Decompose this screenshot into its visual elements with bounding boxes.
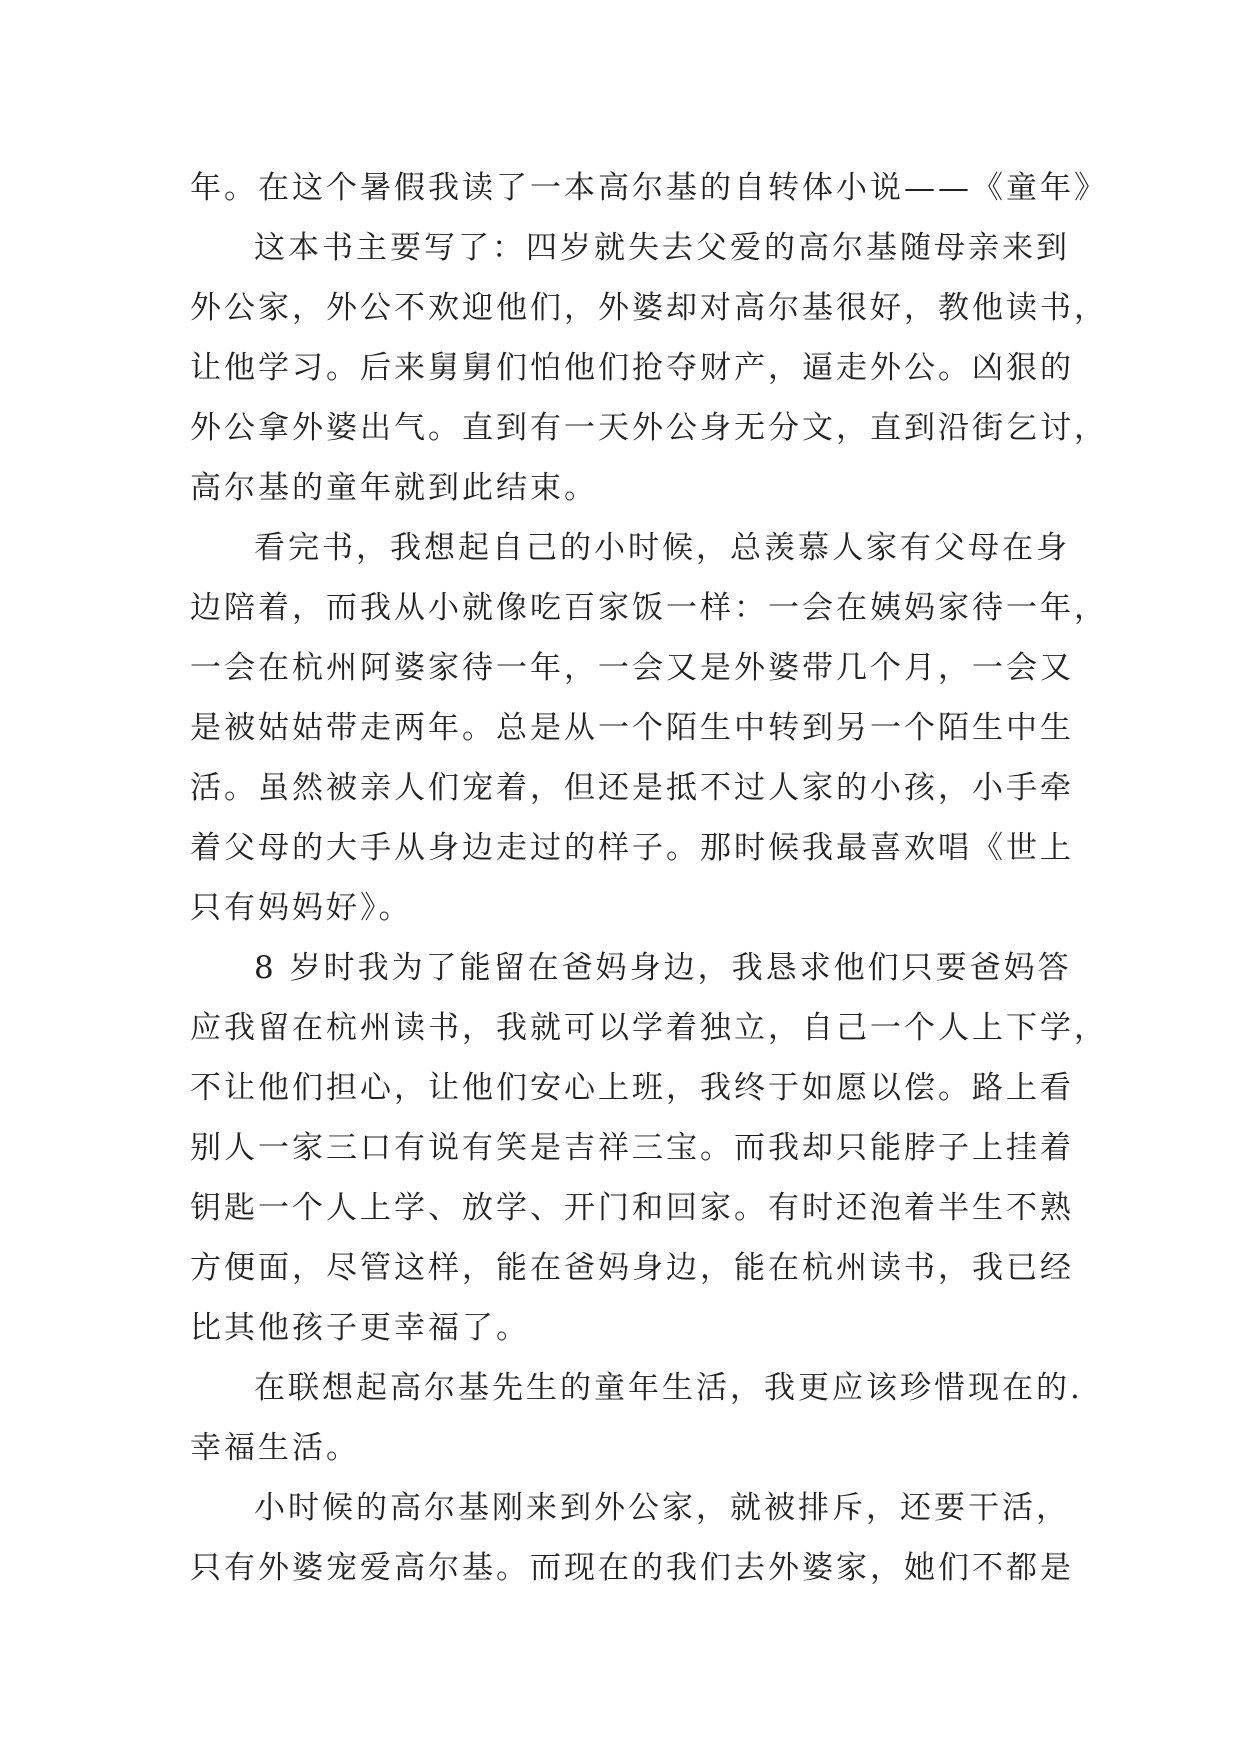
text-line: 看完书，我想起自己的小时候，总羡慕人家有父母在身 [254, 530, 1070, 566]
text-line: 幸福生活。 [190, 1430, 360, 1466]
text-line: 年。在这个暑假我读了一本高尔基的自转体小说——《童年》 [190, 170, 1108, 206]
text-line: 外公拿外婆出气。直到有一天外公身无分文，直到沿街乞讨， [190, 410, 1108, 446]
text-line: 着父母的大手从身边走过的样子。那时候我最喜欢唱《世上 [190, 830, 1074, 866]
text-line: 是被姑姑带走两年。总是从一个陌生中转到另一个陌生中生 [190, 710, 1074, 746]
text-line: 比其他孩子更幸福了。 [190, 1310, 530, 1346]
text-line: 不让他们担心，让他们安心上班，我终于如愿以偿。路上看 [190, 1070, 1074, 1106]
text-line: 这本书主要写了：四岁就失去父爱的高尔基随母亲来到 [254, 230, 1070, 266]
text-line: 边陪着，而我从小就像吃百家饭一样：一会在姨妈家待一年， [190, 590, 1108, 626]
text-line: 外公家，外公不欢迎他们，外婆却对高尔基很好，教他读书， [190, 290, 1108, 326]
text-line: 只有外婆宠爱高尔基。而现在的我们去外婆家，她们不都是 [190, 1550, 1074, 1586]
text-line: 小时候的高尔基刚来到外公家，就被排斥，还要干活， [254, 1490, 1070, 1526]
text-line: 活。虽然被亲人们宠着，但还是抵不过人家的小孩，小手牵 [190, 770, 1074, 806]
body-text [190, 158, 1108, 1598]
text-line: 8 岁时我为了能留在爸妈身边，我恳求他们只要爸妈答 [254, 950, 1072, 986]
text-line: 让他学习。后来舅舅们怕他们抢夺财产，逼走外公。凶狠的 [190, 350, 1074, 386]
text-line: 应我留在杭州读书，我就可以学着独立，自己一个人上下学， [190, 1010, 1108, 1046]
text-line: 一会在杭州阿婆家待一年，一会又是外婆带几个月，一会又 [190, 650, 1074, 686]
text-line: 方便面，尽管这样，能在爸妈身边，能在杭州读书，我已经 [190, 1250, 1074, 1286]
text-line: 别人一家三口有说有笑是吉祥三宝。而我却只能脖子上挂着 [190, 1130, 1074, 1166]
text-line: 高尔基的童年就到此结束。 [190, 470, 598, 506]
text-line: 只有妈妈好》。 [190, 890, 413, 926]
text-line: 在联想起高尔基先生的童年生活，我更应该珍惜现在的. [254, 1370, 1083, 1406]
text-line: 钥匙一个人上学、放学、开门和回家。有时还泡着半生不熟 [190, 1190, 1074, 1226]
